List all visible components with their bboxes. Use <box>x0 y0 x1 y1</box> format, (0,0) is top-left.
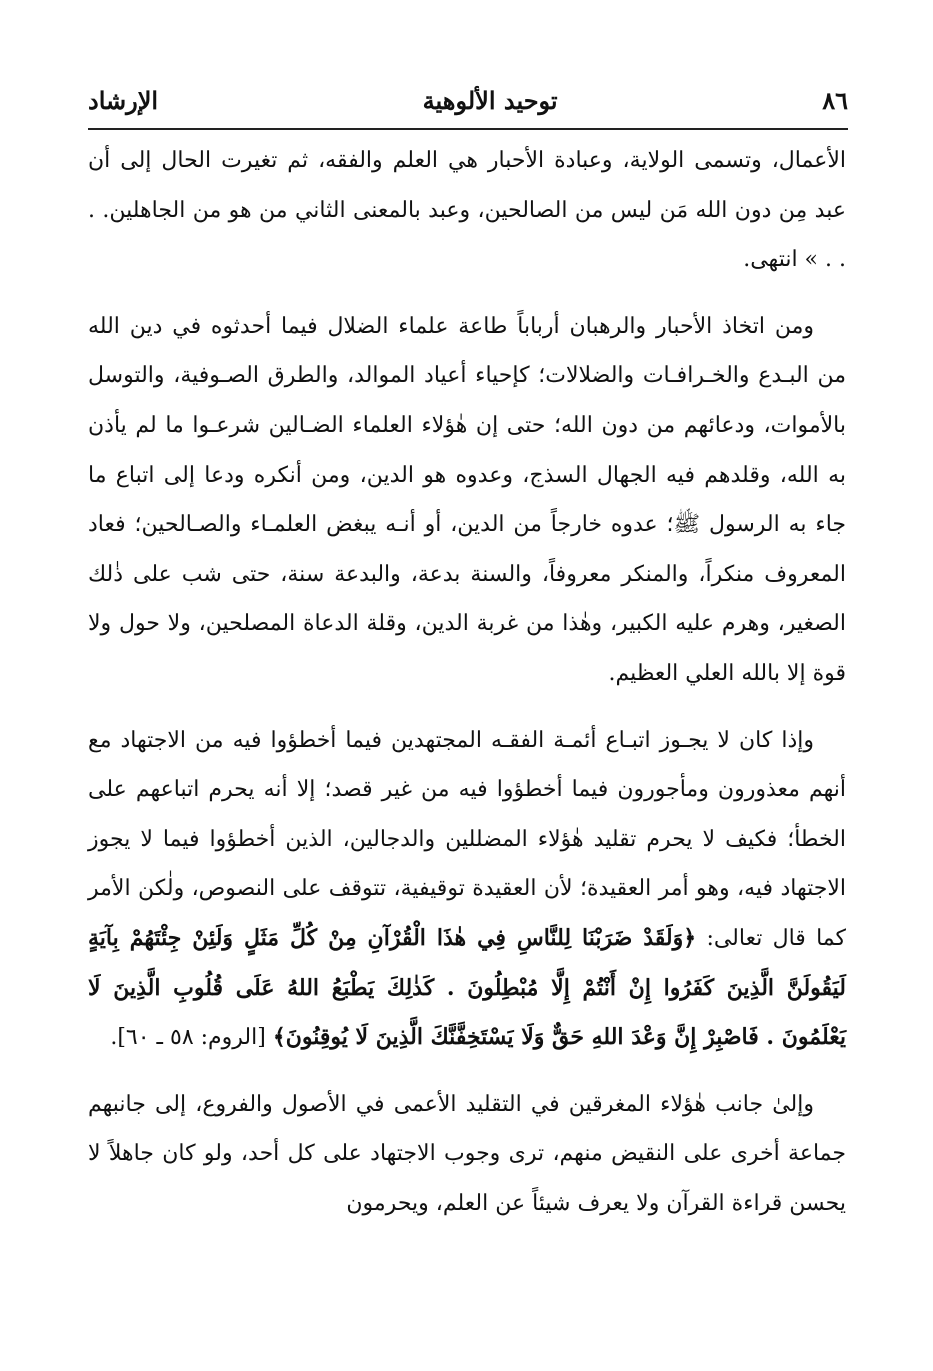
page-header <box>88 78 848 122</box>
paragraph-4: وإلىٰ جانب هٰؤلاء المغرقين في التقليد الأعمى في الأصول والفروع، إلى جانبهم جماعة أخرى على النقيض منهم، ترى وجوب الاجتهاد على كل أحد، ولو كان جاهلاً لا يحسن قراءة القرآن ولا يعرف شيئاً عن العلم، ويحرمون <box>88 1091 846 1216</box>
page-body <box>88 136 846 1228</box>
paragraph-3-text: وإذا كان لا يجـوز اتبـاع أئمـة الفقـه المجتهدين فيما أخطؤوا فيه من الاجتهاد مع أنهم معذورون ومأجورون فيما أخطؤوا فيه من غير قصد؛ إلا أنه يحرم اتباعهم على الخطأ؛ فكيف لا يحرم تقليد هٰؤلاء المضللين والدجالين، الذين أخطؤوا فيما لا يجوز الاجتهاد فيه، وهو أمر العقيدة؛ لأن العقيدة توقيفية، تتوقف على النصوص، ولٰكن الأمر كما قال تعالى: <box>88 727 846 951</box>
paragraph-gap <box>88 699 846 716</box>
paragraph-1: الأعمال، وتسمى الولاية، وعبادة الأحبار هي العلم والفقه، ثم تغيرت الحال إلى أن عبد مِن دون الله مَن ليس من الصالحين، وعبد بالمعنى الثاني من هو من الجاهلين. . . . » انتهى. <box>88 148 846 273</box>
paragraph-gap <box>88 1063 846 1080</box>
paragraph-gap <box>88 285 846 302</box>
page-number: ٨٦ <box>822 85 848 115</box>
verse-citation: [الروم: ٥٨ ـ ٦٠]. <box>110 1025 266 1051</box>
paragraph-2: ومن اتخاذ الأحبار والرهبان أرباباً طاعة علماء الضلال فيما أحدثوه في دين الله من البـدع والخـرافـات والضلالات؛ كإحياء أعياد الموالد، والطرق الصـوفية، والتوسل بالأموات، ودعائهم من دون الله؛ حتى إن هٰؤلاء العلماء الضـالين شرعـوا ما لم يأذن به الله، وقلدهم فيه الجهال السذج، وعدوه هو الدين، ومن أنكره ودعا إلى اتباع ما جاء به الرسول ﷺ؛ عدوه خارجاً من الدين، أو أنـه يبغض العلمـاء والصـالحين؛ فعاد المعروف منكراً، والمنكر معروفاً، والسنة بدعة، والبدعة سنة، حتى شب على ذٰلك الصغير، وهرم عليه الكبير، وهٰذا من غربة الدين، وقلة الدعاة المصلحين، ولا حول ولا قوة إلا بالله العلي العظيم. <box>88 313 846 686</box>
paragraph-3 <box>88 716 846 1063</box>
quran-verse: ﴿وَلَقَدْ ضَرَبْنَا لِلنَّاسِ فِي هٰذَا الْقُرْآنِ مِنْ كُلِّ مَثَلٍ وَلَئِنْ جِئْتَهُمْ بِآيَةٍ لَيَقُولَنَّ الَّذِينَ كَفَرُوا إِنْ أَنْتُمْ إِلَّا مُبْطِلُونَ . كَذٰلِكَ يَطْبَعُ اللهُ عَلَى قُلُوبِ الَّذِينَ لَا يَعْلَمُونَ . فَاصْبِرْ إِنَّ وَعْدَ اللهِ حَقٌّ وَلَا يَسْتَخِفَّنَّكَ الَّذِينَ لَا يُوقِنُونَ﴾ <box>88 924 846 1051</box>
section-name: الإرشاد <box>88 85 159 115</box>
running-title: توحيد الألوهية <box>422 85 558 115</box>
header-divider <box>88 128 848 130</box>
